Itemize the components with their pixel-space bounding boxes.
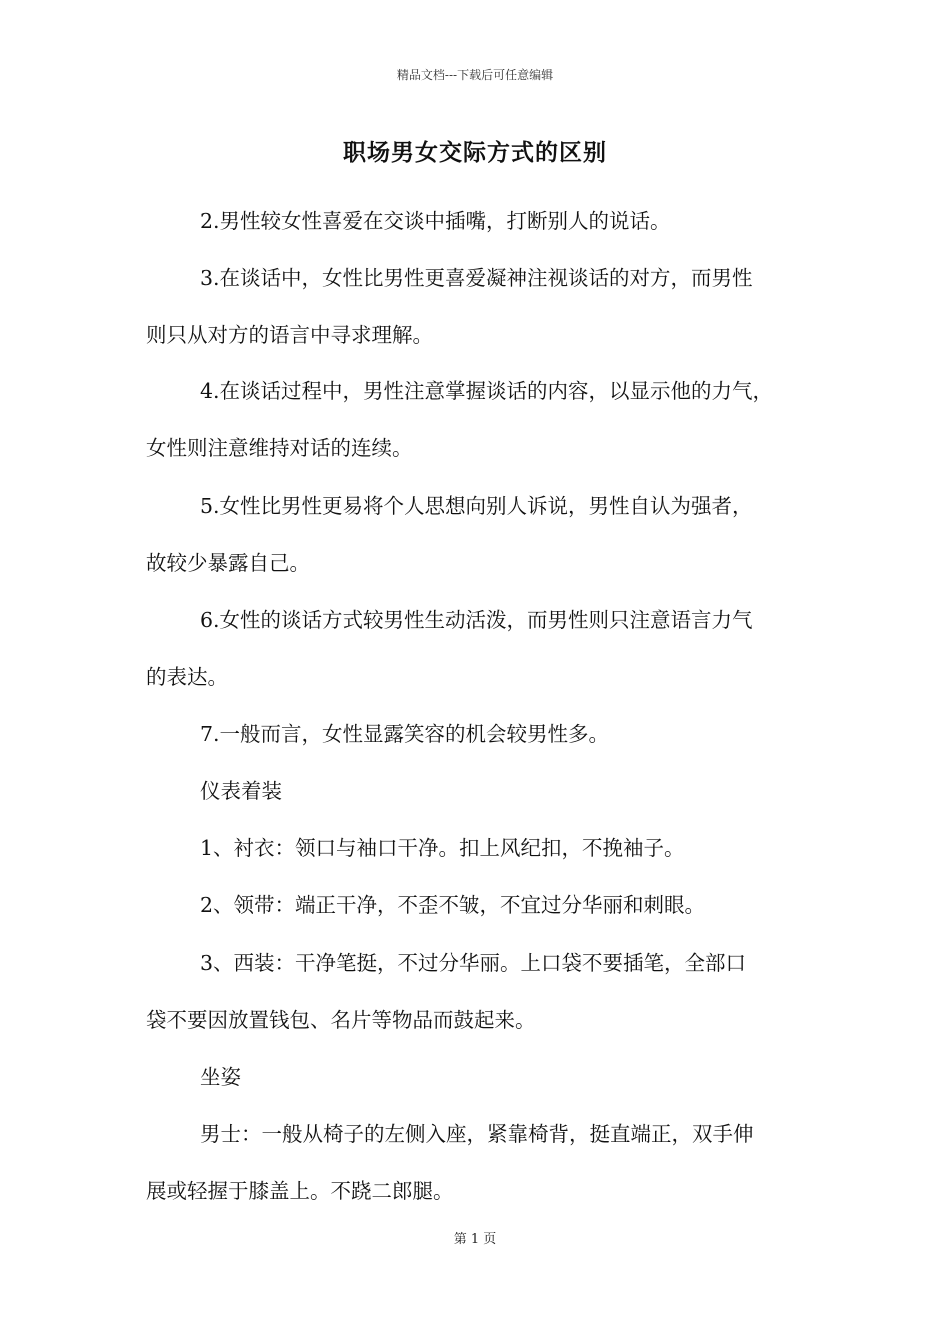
section-heading: 仪表着装 bbox=[200, 779, 282, 803]
paragraph-line: 的表达。 bbox=[146, 665, 228, 689]
paragraph-line: 则只从对方的语言中寻求理解。 bbox=[146, 323, 433, 347]
paragraph-line: 女性则注意维持对话的连续。 bbox=[146, 436, 413, 460]
paragraph-line: 男士：一般从椅子的左侧入座，紧靠椅背，挺直端正，双手伸 bbox=[200, 1122, 754, 1146]
document-title: 职场男女交际方式的区别 bbox=[343, 139, 607, 166]
paragraph-line: 1、衬衣：领口与袖口干净。扣上风纪扣，不挽袖子。 bbox=[200, 836, 685, 860]
paragraph-line: 袋不要因放置钱包、名片等物品而鼓起来。 bbox=[146, 1008, 536, 1032]
paragraph-line: 2、领带：端正干净，不歪不皱，不宜过分华丽和刺眼。 bbox=[200, 893, 706, 917]
paragraph-line: 7.一般而言，女性显露笑容的机会较男性多。 bbox=[200, 722, 610, 746]
page-number: 第 1 页 bbox=[453, 1232, 497, 1247]
paragraph-line: 2.男性较女性喜爱在交谈中插嘴，打断别人的说话。 bbox=[200, 209, 671, 233]
paragraph-line: 故较少暴露自己。 bbox=[146, 551, 310, 575]
paragraph-line: 展或轻握于膝盖上。不跷二郎腿。 bbox=[146, 1179, 454, 1203]
paragraph-line: 4.在谈话过程中，男性注意掌握谈话的内容，以显示他的力气， bbox=[200, 379, 774, 403]
paragraph-line: 3、西装：干净笔挺，不过分华丽。上口袋不要插笔，全部口 bbox=[200, 951, 747, 975]
section-heading: 坐姿 bbox=[200, 1065, 241, 1089]
paragraph-line: 6.女性的谈话方式较男性生动活泼，而男性则只注意语言力气 bbox=[200, 608, 753, 632]
paragraph-line: 5.女性比男性更易将个人思想向别人诉说，男性自认为强者， bbox=[200, 494, 753, 518]
header-note: 精品文档---下载后可任意编辑 bbox=[396, 68, 554, 82]
paragraph-line: 3.在谈话中，女性比男性更喜爱凝神注视谈话的对方，而男性 bbox=[200, 266, 753, 290]
